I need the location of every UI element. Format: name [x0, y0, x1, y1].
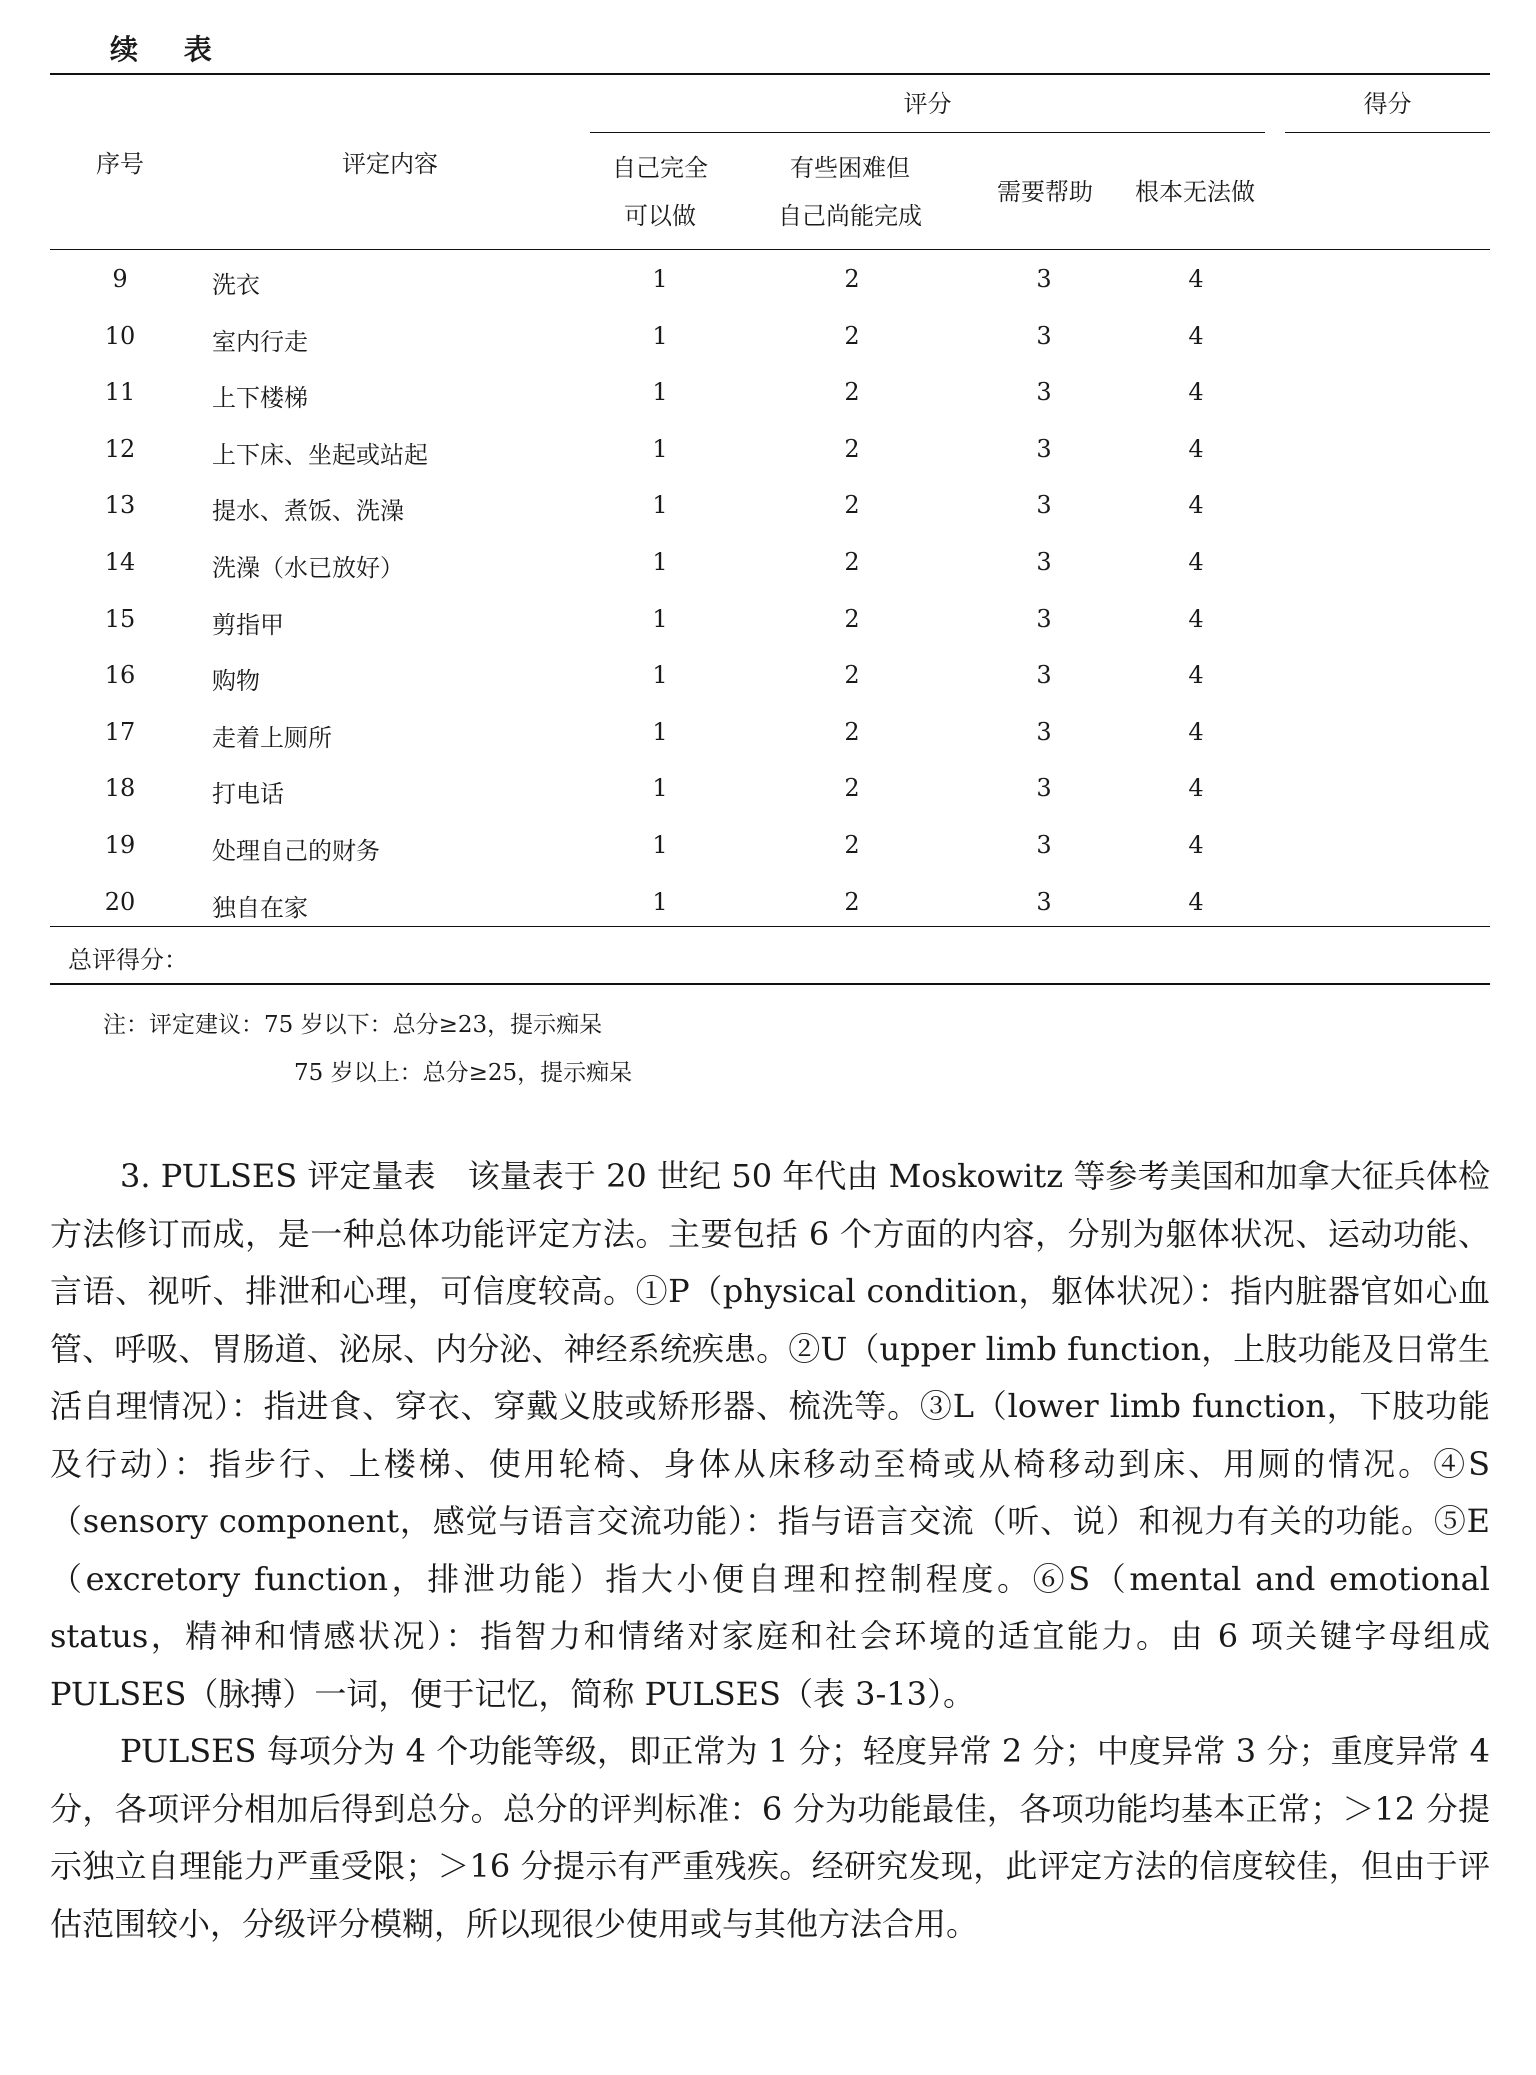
row-number: 14 — [104, 548, 136, 576]
row-score-level-3: 3 — [1036, 718, 1052, 746]
row-score-level-2: 2 — [844, 661, 860, 689]
header-score-group: 评分 — [903, 90, 952, 118]
row-score-level-1: 1 — [652, 548, 668, 576]
row-score-level-2: 2 — [844, 378, 860, 406]
row-score-level-4: 4 — [1188, 831, 1204, 859]
note-line-2: 75 岁以上：总分≥25，提示痴呆 — [294, 1060, 633, 1086]
table-top-rule — [50, 73, 1490, 75]
row-number: 10 — [104, 322, 136, 350]
row-score-level-2: 2 — [844, 491, 860, 519]
row-item: 处理自己的财务 — [212, 837, 380, 865]
row-item: 剪指甲 — [212, 611, 284, 639]
row-score-level-4: 4 — [1188, 888, 1204, 916]
row-score-level-4: 4 — [1188, 548, 1204, 576]
row-score-level-3: 3 — [1036, 435, 1052, 463]
header-level-4: 根本无法做 — [1135, 178, 1255, 206]
table-bottom-rule — [50, 983, 1490, 985]
header-bottom-rule — [50, 249, 1490, 250]
continuation-label: 续 表 — [110, 33, 230, 66]
row-score-level-1: 1 — [652, 322, 668, 350]
row-score-level-1: 1 — [652, 605, 668, 633]
row-number: 18 — [104, 774, 136, 802]
row-score-level-4: 4 — [1188, 491, 1204, 519]
row-score-level-1: 1 — [652, 378, 668, 406]
header-result: 得分 — [1363, 90, 1412, 118]
row-score-level-3: 3 — [1036, 774, 1052, 802]
row-number: 17 — [104, 718, 136, 746]
row-item: 提水、煮饭、洗澡 — [212, 497, 404, 525]
header-level-2 — [755, 144, 945, 240]
row-score-level-1: 1 — [652, 831, 668, 859]
row-item: 独自在家 — [212, 894, 308, 922]
row-score-level-2: 2 — [844, 774, 860, 802]
row-score-level-3: 3 — [1036, 322, 1052, 350]
row-item: 上下楼梯 — [212, 384, 308, 412]
rows-bottom-rule — [50, 926, 1490, 927]
row-number: 20 — [104, 888, 136, 916]
header-content: 评定内容 — [342, 150, 438, 178]
header-level-3: 需要帮助 — [997, 178, 1093, 206]
row-score-level-3: 3 — [1036, 605, 1052, 633]
row-score-level-1: 1 — [652, 661, 668, 689]
row-score-level-3: 3 — [1036, 888, 1052, 916]
header-level-1-line1: 自己完全 — [612, 154, 708, 182]
row-score-level-3: 3 — [1036, 548, 1052, 576]
row-score-level-4: 4 — [1188, 265, 1204, 293]
row-item: 洗澡（水已放好） — [212, 554, 404, 582]
row-score-level-4: 4 — [1188, 661, 1204, 689]
score-group-underline — [590, 132, 1265, 133]
row-item: 室内行走 — [212, 328, 308, 356]
row-score-level-3: 3 — [1036, 491, 1052, 519]
row-item: 打电话 — [212, 780, 284, 808]
row-score-level-2: 2 — [844, 322, 860, 350]
row-score-level-4: 4 — [1188, 435, 1204, 463]
row-number: 11 — [104, 378, 136, 406]
row-score-level-1: 1 — [652, 718, 668, 746]
row-score-level-2: 2 — [844, 718, 860, 746]
paragraph-pulses-scoring: PULSES 每项分为 4 个功能等级，即正常为 1 分；轻度异常 2 分；中度异常 3 分；重度异常 4 分，各项评分相加后得到总分。总分的评判标准：6 分为功能最佳，各项功能均基本正常；＞12 分提示独立自理能力严重受限；＞16 分提示有严重残疾。经研究发现，此评定方法的信度较佳，但由于评估范围较小，分级评分模糊，所以现很少使用或与其他方法合用。 — [50, 1732, 1490, 1943]
row-score-level-3: 3 — [1036, 661, 1052, 689]
header-seq: 序号 — [96, 150, 144, 178]
row-number: 15 — [104, 605, 136, 633]
header-level-1-line2: 可以做 — [624, 202, 696, 230]
row-score-level-1: 1 — [652, 435, 668, 463]
row-score-level-4: 4 — [1188, 378, 1204, 406]
row-score-level-3: 3 — [1036, 378, 1052, 406]
row-score-level-1: 1 — [652, 265, 668, 293]
row-score-level-1: 1 — [652, 888, 668, 916]
row-score-level-2: 2 — [844, 831, 860, 859]
row-number: 19 — [104, 831, 136, 859]
row-item: 购物 — [212, 667, 260, 695]
row-score-level-2: 2 — [844, 265, 860, 293]
header-level-2-line2: 自己尚能完成 — [778, 202, 922, 230]
row-number: 13 — [104, 491, 136, 519]
row-score-level-4: 4 — [1188, 774, 1204, 802]
header-level-1 — [580, 144, 740, 240]
row-number: 9 — [112, 265, 128, 293]
row-score-level-1: 1 — [652, 774, 668, 802]
row-item: 洗衣 — [212, 271, 260, 299]
row-score-level-4: 4 — [1188, 605, 1204, 633]
row-score-level-3: 3 — [1036, 831, 1052, 859]
row-score-level-2: 2 — [844, 888, 860, 916]
body-text — [50, 1148, 1490, 1953]
row-score-level-2: 2 — [844, 605, 860, 633]
row-number: 16 — [104, 661, 136, 689]
row-item: 上下床、坐起或站起 — [212, 441, 428, 469]
row-number: 12 — [104, 435, 136, 463]
note-line-1: 注：评定建议：75 岁以下：总分≥23，提示痴呆 — [103, 1012, 603, 1038]
total-score-label: 总评得分： — [68, 946, 188, 974]
row-score-level-3: 3 — [1036, 265, 1052, 293]
paragraph-pulses-intro: 3. PULSES 评定量表 该量表于 20 世纪 50 年代由 Moskowitz 等参考美国和加拿大征兵体检方法修订而成，是一种总体功能评定方法。主要包括 6 个方面的内容，分别为躯体状况、运动功能、言语、视听、排泄和心理，可信度较高。①P（physical condition，躯体状况）：指内脏器官如心血管、呼吸、胃肠道、泌尿、内分泌、神经系统疾患。②U（upper limb function，上肢功能及日常生活自理情况）：指进食、穿衣、穿戴义肢或矫形器、梳洗等。③L（lower limb function，下肢功能及行动）：指步行、上楼梯、使用轮椅、身体从床移动至椅或从椅移动到床、用厕的情况。④S（sensory component，感觉与语言交流功能）：指与语言交流（听、说）和视力有关的功能。⑤E（excretory function，排泄功能）指大小便自理和控制程度。⑥S（mental and emotional status，精神和情感状况）：指智力和情绪对家庭和社会环境的适宜能力。由 6 项关键字母组成 PULSES（脉搏）一词，便于记忆，简称 PULSES（表 3-13）。 — [50, 1157, 1490, 1713]
row-score-level-2: 2 — [844, 435, 860, 463]
row-item: 走着上厕所 — [212, 724, 332, 752]
row-score-level-4: 4 — [1188, 718, 1204, 746]
header-level-2-line1: 有些困难但 — [790, 154, 910, 182]
result-underline — [1285, 132, 1490, 133]
row-score-level-2: 2 — [844, 548, 860, 576]
row-score-level-4: 4 — [1188, 322, 1204, 350]
row-score-level-1: 1 — [652, 491, 668, 519]
